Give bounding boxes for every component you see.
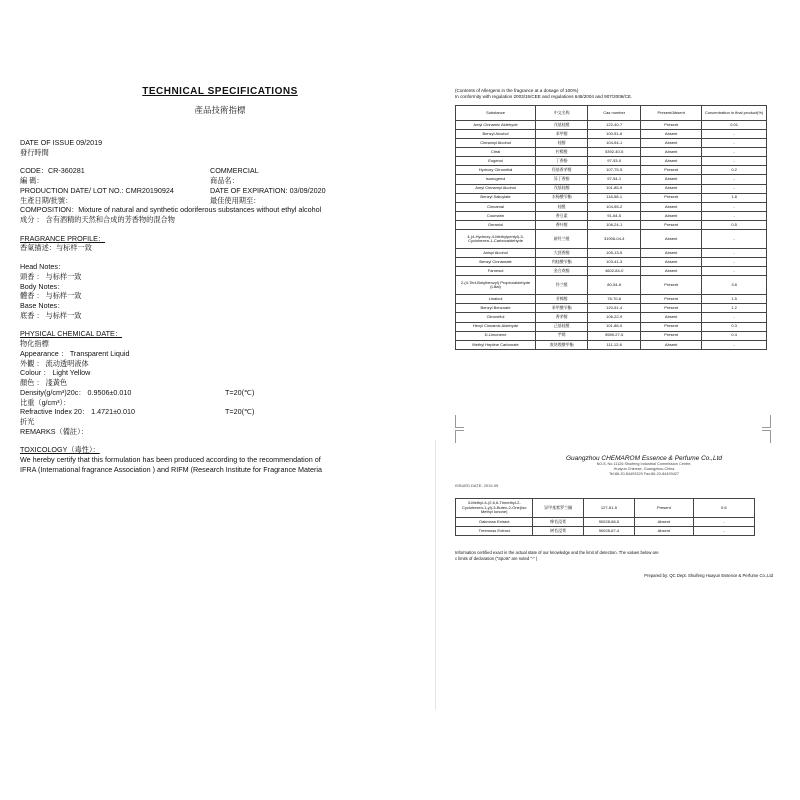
table-cell: -	[693, 517, 754, 526]
table-cell: 0.01	[702, 120, 767, 129]
table-cell: Amyl Cinnamyl Alcohol	[456, 184, 536, 193]
table-row	[456, 157, 767, 166]
table-cell: Treemoss Extract	[456, 526, 533, 535]
table-cell: 苯甲醇	[536, 129, 588, 138]
table-cell: Geraniol	[456, 220, 536, 229]
table-row	[456, 267, 767, 276]
code-row-zh	[20, 176, 420, 186]
crop-mark	[762, 415, 771, 428]
table-cell: 新铃兰醛	[536, 229, 588, 248]
table-cell: Amyl Cinnamic Aldehyde	[456, 120, 536, 129]
table-cell: 3.8	[702, 276, 767, 295]
table-cell: 大茴香醇	[536, 248, 588, 257]
table-cell: 芳樟醇	[536, 295, 588, 304]
table-cell: 桂醇	[536, 139, 588, 148]
body-notes: Body Notes：	[20, 281, 65, 291]
table-cell: 戊基桂醛	[536, 120, 588, 129]
physical-chemical-zh: 物化指標	[20, 339, 49, 349]
table-cell: Absent	[641, 313, 702, 322]
composition-zh: 成分 ： 含有酒精的天然和合成的芳香物的混合物	[20, 215, 175, 224]
table-cell: Methyl Heptine Carbonate	[456, 340, 536, 349]
table-cell: -	[702, 148, 767, 157]
table-cell: 苧烯	[536, 331, 588, 340]
table-cell: 树苔浸膏	[533, 526, 583, 535]
company-address-3: Tel:86-20-84493329 Fax:86-20-84493427	[608, 471, 680, 476]
table-cell: 橡苔浸膏	[533, 517, 583, 526]
table-cell: -	[693, 526, 754, 535]
table-cell: 107-75-5	[588, 166, 641, 175]
certificate-page-2	[455, 455, 773, 578]
table-cell: -	[702, 313, 767, 322]
table-row	[456, 304, 767, 313]
table-cell: 31906-04-4	[588, 229, 641, 248]
physical-chemical-heading: PHYSICAL CHEMICAL DATE：	[20, 329, 122, 339]
table-row	[456, 129, 767, 138]
density-zh: 比重（g/cm³）：	[20, 397, 71, 407]
table-row	[456, 331, 767, 340]
table-cell: 水杨酸苄酯	[536, 193, 588, 202]
table-cell: Absent	[641, 211, 702, 220]
table-cell: 0.3	[702, 322, 767, 331]
table-cell: Present	[635, 498, 694, 517]
company-name: Guangzhou CHEMAROM Essence & Perfume Co.,Ltd	[565, 455, 723, 462]
table-cell: 己基桂醛	[536, 322, 588, 331]
left-page	[20, 85, 420, 475]
table-cell: Anisyl Alcohol	[456, 248, 536, 257]
table-cell: 3-Methyl-4-(2,6,6-Trimethyl-2-Cyclohexen-1-yl)-3-Buten-2-One(Iso Methyl Ionone)	[456, 498, 533, 517]
table-row	[456, 340, 767, 349]
head-notes-zh: 頭香 ： 与标样一致	[20, 271, 82, 281]
table-cell: 105-13-5	[588, 248, 641, 257]
table-cell: 2-(4-Tert-Butylbenzyl) Propionaldehyde (Lilial)	[456, 276, 536, 295]
table-cell: 5392-40-5	[588, 148, 641, 157]
table-cell: -	[702, 211, 767, 220]
table-row	[456, 322, 767, 331]
table-cell: Cinnamal	[456, 202, 536, 211]
table-cell: Citronellol	[456, 313, 536, 322]
allergen-table-body	[456, 120, 767, 349]
page-title: TECHNICAL SPECIFICATIONS	[142, 86, 298, 97]
commercial-zh: 商品名：	[210, 176, 239, 186]
table-cell: -	[702, 340, 767, 349]
production-date-zh: 生產日期/批號：	[20, 195, 73, 205]
table-cell: Present	[641, 322, 702, 331]
table-cell: 101-86-0	[588, 322, 641, 331]
table-cell: Coumarin	[456, 211, 536, 220]
crop-mark	[455, 430, 464, 443]
table-cell: Citral	[456, 148, 536, 157]
density-temp: T=20(℃)	[225, 387, 255, 397]
table-cell: 122-40-7	[588, 120, 641, 129]
base-notes: Base Notes：	[20, 301, 65, 311]
code-zh: 編 碼：	[20, 176, 44, 186]
table-cell: 香叶醇	[536, 220, 588, 229]
table-cell: 91-64-5	[588, 211, 641, 220]
table-cell: -	[702, 184, 767, 193]
appearance-zh: 外觀 ： 流动透明液体	[20, 358, 89, 368]
table-row	[456, 211, 767, 220]
table-cell: Oakmoss Extract	[456, 517, 533, 526]
issued-date: ISSUED DATE: 2019-09	[455, 482, 499, 488]
issue-date: DATE OF ISSUE 09/2019	[20, 137, 103, 147]
table-cell: 111-12-6	[588, 340, 641, 349]
table-row	[456, 184, 767, 193]
table-cell: 金合欢醇	[536, 267, 588, 276]
table-cell: 106-22-9	[588, 313, 641, 322]
table-cell: -	[702, 157, 767, 166]
certification-note-line-1: Information certified exact in the actual state of our knowledge and the limit of detection. The values below are	[455, 549, 659, 555]
table-row	[456, 175, 767, 184]
certification-note-line-2: c limits of declaration ("Spots" are noted "-" )	[455, 556, 538, 562]
table-cell: Absent	[641, 248, 702, 257]
table-cell: 0.4	[702, 331, 767, 340]
table-row	[456, 193, 767, 202]
table-cell: Absent	[641, 175, 702, 184]
table-header-row	[456, 105, 767, 120]
table-cell: 戊基桂醇	[536, 184, 588, 193]
date-row	[20, 186, 420, 196]
table-cell: 桂醛	[536, 202, 588, 211]
page-subtitle: 產品技術指標	[194, 104, 246, 115]
table-cell: Present	[641, 166, 702, 175]
remarks: REMARKS（備註）：	[20, 426, 88, 436]
table-cell: 庚炔羧酸甲酯	[536, 340, 588, 349]
table-cell: Present	[641, 220, 702, 229]
table-cell: 104-55-2	[588, 202, 641, 211]
prepared-by: Prepared by: QC Dept. Shuifeng Huayun Essence & Perfume Co.,Ltd	[644, 572, 773, 578]
col-present-absent: Present/Absent	[641, 105, 702, 120]
table-cell: 106-24-1	[588, 220, 641, 229]
col-chinese-name: 中文名称	[536, 105, 588, 120]
table-row	[456, 295, 767, 304]
table-cell: 4602-84-0	[588, 267, 641, 276]
density: Density(g/cm³)20c： 0.9506±0.010	[20, 387, 132, 397]
table-cell: 丁香酚	[536, 157, 588, 166]
table-cell: 异丁香酚	[536, 175, 588, 184]
table-row	[456, 120, 767, 129]
table-cell: 100-51-6	[588, 129, 641, 138]
composition: COMPOSITION：Mixture of natural and synthetic odoriferous substances without ethyl alcohol	[20, 205, 322, 215]
allergen-header-1: (Contents of Allergens in the fragrance at a dosage of 100%)	[455, 88, 579, 93]
table-cell: 1.8	[702, 193, 767, 202]
table-cell: 4-(4-Hydroxy-4-Methylpentyl)-3-Cyclohexen-1-Carboxaldehyde	[456, 229, 536, 248]
table-cell: 118-58-1	[588, 193, 641, 202]
table-row	[456, 248, 767, 257]
table-cell: Farnesol	[456, 267, 536, 276]
allergen-table	[455, 105, 767, 350]
table-cell: -	[702, 139, 767, 148]
table-cell: 0.5	[702, 220, 767, 229]
table-cell: 104-54-1	[588, 139, 641, 148]
table-cell: Eugenol	[456, 157, 536, 166]
table-cell: 苯甲酸苄酯	[536, 304, 588, 313]
table-cell: Hexyl Cinnamic Aldehyde	[456, 322, 536, 331]
table-cell: 127-51-5	[583, 498, 634, 517]
table-row	[456, 498, 755, 517]
certify-line-2: IFRA (International fragrance Association ) and RIFM (Research Institute for Fragrance Materia	[20, 464, 323, 474]
table-cell: Isoeugenol	[456, 175, 536, 184]
table-cell: Benzyl Cinnamate	[456, 258, 536, 267]
table-row	[456, 526, 755, 535]
code-row	[20, 166, 420, 176]
table-cell: -	[702, 129, 767, 138]
table-cell: Present	[641, 331, 702, 340]
table-row	[456, 229, 767, 248]
certify-line-1: We hereby certify that this formulation has been produced according to the recommendation of	[20, 455, 321, 465]
table-cell: 0.6	[693, 498, 754, 517]
table-cell: -	[702, 202, 767, 211]
table-cell: Absent	[641, 129, 702, 138]
table-cell: 香茅醇	[536, 313, 588, 322]
density-row	[20, 388, 420, 398]
certification-note	[455, 550, 773, 563]
table-row	[456, 166, 767, 175]
table-cell: Hydroxy Citronellal	[456, 166, 536, 175]
table-row	[456, 148, 767, 157]
issue-date-zh: 發行時間	[20, 147, 49, 157]
table-cell: Absent	[641, 139, 702, 148]
table-cell: Present	[641, 276, 702, 295]
allergen-table-continued-body	[456, 498, 755, 535]
refractive-row	[20, 407, 420, 417]
col-substance: Substance	[456, 105, 536, 120]
table-cell: Absent	[635, 517, 694, 526]
table-cell: 柠檬醛	[536, 148, 588, 157]
table-cell: 异甲基紫罗兰酮	[533, 498, 583, 517]
table-cell: Linalool	[456, 295, 536, 304]
table-cell: -	[702, 248, 767, 257]
body-notes-zh: 體香 ： 与标样一致	[20, 291, 82, 301]
table-cell: 120-51-4	[588, 304, 641, 313]
table-cell: Absent	[641, 202, 702, 211]
table-cell: Cinnamyl Alcohol	[456, 139, 536, 148]
table-row	[456, 258, 767, 267]
expiration-date-zh: 最佳使用期至：	[210, 195, 261, 205]
table-cell: -	[702, 175, 767, 184]
table-cell: 0.2	[702, 166, 767, 175]
allergen-header-2: In conformity with regulation 2003/15/CEE and regulations 648/2004 and 907/2006/CE.	[455, 94, 633, 100]
table-cell: 90028-67-4	[583, 526, 634, 535]
col-cas-number: Cas number	[588, 105, 641, 120]
base-notes-zh: 底香 ： 与标样一致	[20, 310, 82, 320]
table-cell: 103-41-3	[588, 258, 641, 267]
date-row-zh	[20, 196, 420, 206]
table-cell: Absent	[641, 229, 702, 248]
table-row	[456, 313, 767, 322]
table-cell: Absent	[641, 157, 702, 166]
table-cell: Present	[641, 304, 702, 313]
fragrance-profile-zh: 香氣描述：与标样一致	[20, 243, 92, 253]
table-cell: 羟基香茅醛	[536, 166, 588, 175]
colour-zh: 顏色 ： 淺黃色	[20, 378, 68, 388]
table-cell: 1.2	[702, 304, 767, 313]
expiration-date: DATE OF EXPIRATION: 03/09/2020	[210, 185, 326, 195]
table-cell: 铃兰醛	[536, 276, 588, 295]
table-cell: 80-54-6	[588, 276, 641, 295]
crop-mark	[455, 415, 464, 428]
table-cell: -	[702, 229, 767, 248]
production-date: PRODUCTION DATE/ LOT NO.: CMR20190924	[20, 185, 174, 195]
table-cell: 101-85-9	[588, 184, 641, 193]
table-cell: Present	[641, 193, 702, 202]
table-cell: 97-54-1	[588, 175, 641, 184]
appearance: Appearance ： Transparent Liquid	[20, 348, 130, 358]
colour: Colour ： Light Yellow	[20, 368, 91, 378]
table-cell: -	[702, 258, 767, 267]
refractive-index: Refractive Index 20： 1.4721±0.010	[20, 407, 136, 417]
table-cell: D-Limonene	[456, 331, 536, 340]
table-row	[456, 220, 767, 229]
table-cell: 1.5	[702, 295, 767, 304]
table-cell: Present	[641, 295, 702, 304]
crop-mark	[762, 430, 771, 443]
table-cell: Absent	[641, 267, 702, 276]
head-notes: Head Notes：	[20, 262, 66, 272]
table-cell: Present	[641, 120, 702, 129]
table-cell: Absent	[641, 258, 702, 267]
table-row	[456, 276, 767, 295]
company-address-1: NO.8, No.11126 Shuifeng Industrial Commission Centre,	[596, 462, 692, 466]
table-cell: Absent	[641, 340, 702, 349]
fragrance-profile-heading: FRAGRANCE PROFILE：	[20, 233, 106, 243]
table-cell: Benzyl Benzoate	[456, 304, 536, 313]
table-cell: 97-53-0	[588, 157, 641, 166]
code: CODE：CR-360281	[20, 166, 85, 176]
table-cell: 香豆素	[536, 211, 588, 220]
col-concentration: Concentration in final product(%)	[702, 105, 767, 120]
table-row	[456, 202, 767, 211]
refractive-temp: T=20(℃)	[225, 407, 255, 417]
table-row	[456, 139, 767, 148]
table-cell: 78-70-6	[588, 295, 641, 304]
toxicology-heading: TOXICOLOGY（毒性）：	[20, 445, 100, 455]
refractive-zh: 折光	[20, 416, 35, 426]
table-cell: Absent	[635, 526, 694, 535]
page-divider	[435, 440, 436, 710]
table-cell: -	[702, 267, 767, 276]
table-cell: 90028-68-5	[583, 517, 634, 526]
table-cell: Benzyl Alcohol	[456, 129, 536, 138]
table-cell: 5989-27-5	[588, 331, 641, 340]
table-row	[456, 517, 755, 526]
table-cell: Benzyl Salicylate	[456, 193, 536, 202]
allergen-table-continued	[455, 498, 755, 536]
company-address-2: Huayun Chinese, Guangzhou,China	[613, 466, 675, 471]
allergen-page	[455, 88, 773, 350]
table-cell: Absent	[641, 184, 702, 193]
commercial: COMMERCIAL	[210, 166, 259, 176]
table-cell: 肉桂酸苄酯	[536, 258, 588, 267]
table-cell: Absent	[641, 148, 702, 157]
